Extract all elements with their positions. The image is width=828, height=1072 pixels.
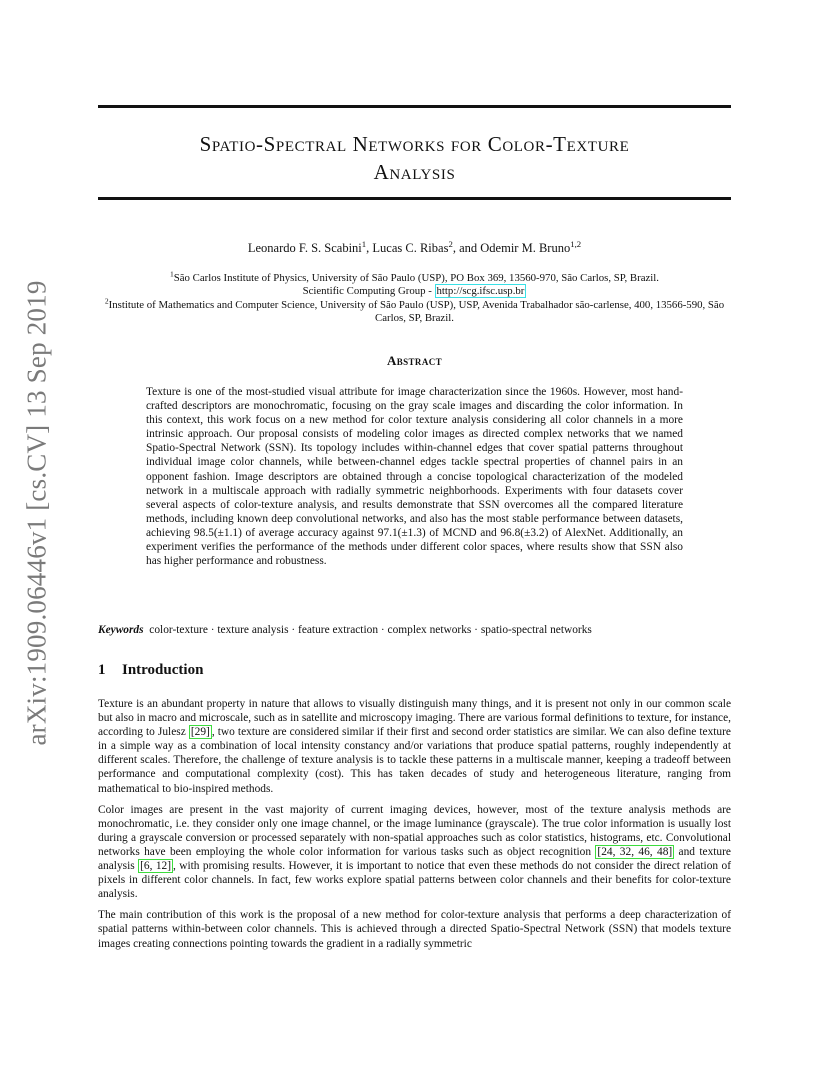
citation-link[interactable]: [6, 12] bbox=[140, 860, 172, 873]
affiliation-2 bbox=[98, 296, 731, 326]
title-rule-bottom bbox=[98, 197, 731, 200]
group-line bbox=[98, 285, 731, 298]
author-conjunction: and bbox=[459, 241, 478, 255]
group-name: Scientific Computing Group - bbox=[302, 285, 432, 298]
abstract-heading: Abstract bbox=[386, 353, 443, 368]
paper-title bbox=[98, 130, 731, 186]
author-name: Lucas C. Ribas bbox=[372, 241, 449, 255]
affiliation-1 bbox=[98, 269, 731, 285]
affil-mark: 1 bbox=[169, 269, 174, 279]
affiliations bbox=[98, 269, 731, 326]
abstract-text: Texture is one of the most-studied visual attribute for image characterization since the 1960s. However, most hand-crafted descriptors are monochromatic, focusing on the gray scale images and discarding the color information. In this context, this work focus on a new method for color texture analysis considering all color channels in a more intrinsic approach. Our proposal consists of modeling color images as directed complex networks that we named Spatio-Spectral Network (SSN). Its topology includes within-channel edges that cover spatial patterns throughout individual image color channels, while between-channel edges tackle spectral properties of channel pairs in an opponent fashion. Image descriptors are obtained through a concise topological characterization of the modeled network in a multiscale approach with radially symmetric neighborhoods. Experiments with four datasets cover several aspects of color-texture analysis, and results demonstrate that SSN overcomes all the compared literature methods, including known deep convolutional networks, and also has the most stable performance between datasets, achieving 98.5(±1.1) of average accuracy against 97.1(±1.3) of MCND and 96.8(±3.2) of AlexNet. Additionally, an experiment verifies the performance of the methods under different color spaces, where results show that SSN also has higher performance and robustness. bbox=[146, 386, 683, 568]
section-number: 1 bbox=[98, 662, 106, 678]
introduction-body bbox=[98, 697, 731, 958]
paragraph-text: Texture is an abundant property in nature that allows to visually distinguish many things, and it is present not only in our common scale but also in macro and microscale, such as in satellite and microscopy imaging. There are various formal definitions to texture, for instance, according to Julesz bbox=[98, 698, 731, 739]
keywords-text: color-texture · texture analysis · feature extraction · complex networks · spatio-spectral networks bbox=[149, 624, 592, 636]
group-website-link[interactable]: http://scg.ifsc.usp.br bbox=[436, 285, 525, 298]
arxiv-identifier-text: arXiv:1909.06446v1 [cs.CV] 13 Sep 2019 bbox=[21, 280, 52, 746]
paragraph-text: , with promising results. However, it is important to notice that even these methods do not consider the direct relation of pixels in different color channels. In fact, few works explore spatial patterns between color channels and their benefits for color-texture analysis. bbox=[98, 860, 731, 901]
arxiv-identifier bbox=[12, 268, 62, 758]
paragraph-text: The main contribution of this work is the proposal of a new method for color-texture analysis that performs a deep characterization of spatial patterns within-between color channels. This is achieved through a directed Spatio-Spectral Network (SSN) that models texture images creating connections pointing towards the gradient in a radially symmetric bbox=[98, 909, 731, 950]
affil-mark: 2 bbox=[104, 296, 109, 306]
paragraph bbox=[98, 697, 731, 796]
title-line-1: Spatio-Spectral Networks for Color-Texture bbox=[199, 132, 630, 156]
citation-link[interactable]: [29] bbox=[190, 726, 210, 739]
keywords-label: Keywords bbox=[98, 624, 144, 636]
section-heading bbox=[98, 662, 203, 679]
author-name: Odemir M. Bruno bbox=[480, 241, 571, 255]
author-affil-mark: 1,2 bbox=[570, 238, 582, 249]
affiliation-1-text: São Carlos Institute of Physics, University of São Paulo (USP), PO Box 369, 13560-970, São Carlos, SP, Brazil. bbox=[173, 272, 660, 284]
paragraph-text: and texture analysis bbox=[98, 845, 731, 873]
section-title-text: Introduction bbox=[122, 662, 204, 678]
paragraph bbox=[98, 908, 731, 950]
author-list: Leonardo F. S. Scabini$^1$, Lucas C. Ribas$^2$, and Odemir M. Bruno$^{1,2}$ bbox=[247, 238, 582, 255]
affiliation-2-text: Institute of Mathematics and Computer Science, University of São Paulo (USP), USP, Avenida Trabalhador são-carlense, 400, 13566-590, São Carlos, SP, Brazil. bbox=[108, 298, 725, 325]
author-affil-mark: 2 bbox=[448, 238, 453, 249]
paragraph bbox=[98, 803, 731, 902]
title-rule-top bbox=[98, 105, 731, 108]
keywords bbox=[98, 624, 731, 636]
author-affil-mark: 1 bbox=[361, 238, 367, 249]
paragraph-text: Color images are present in the vast majority of current imaging devices, however, most of the texture analysis methods are monochromatic, i.e. they consider only one image channel, or the image luminance (grayscale). The true color information is usually lost during a grayscale conversion or processed separately with non-spatial approaches such as color statistics, histograms, etc. Convolutional networks have been employing the whole color information for various tasks such as object recognition bbox=[98, 803, 731, 858]
paragraph-text: , two texture are considered similar if their first and second order statistics are similar. We can also define texture in a simple way as a combination of local intensity constancy and/or variations that produce spatial patterns, roughly independently at different scales. Therefore, the challenge of texture analysis is to tackle these patterns in a multiscale manner, keeping a tradeoff between performance and computational complexity (cost). This has taken decades of study and heterogeneous literature, ranging from mathematical to bio-inspired methods. bbox=[98, 726, 731, 795]
title-line-2: Analysis bbox=[373, 160, 456, 184]
author-name: Leonardo F. S. Scabini bbox=[247, 241, 362, 255]
citation-link[interactable]: [24, 32, 46, 48] bbox=[597, 845, 673, 858]
